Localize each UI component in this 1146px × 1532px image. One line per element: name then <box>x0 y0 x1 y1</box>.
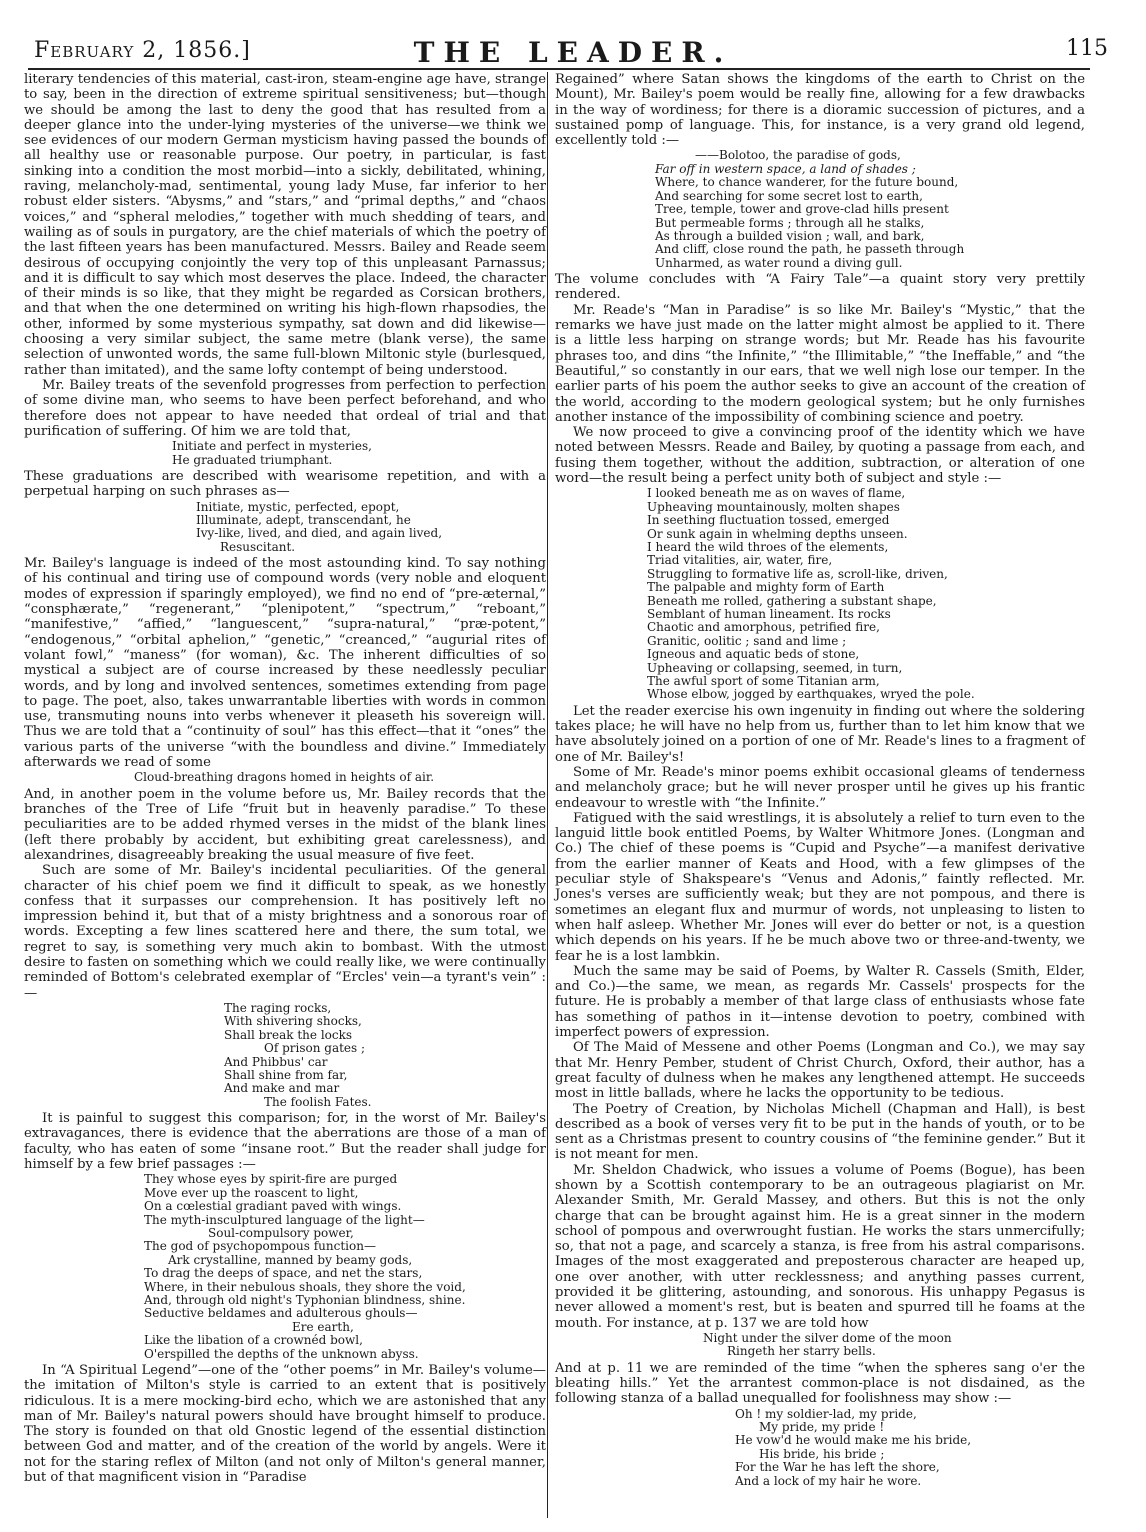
paragraph: Mr. Reade's “Man in Paradise” is so like Mr. Bailey's “Mystic,” that the remarks we have just made on the latter might almost be applied to it. There is a little less harping on strange words; but Mr. Reade has his favourite phrases too, and dins “the Infinite,” “the Illimitable,” “the Ineffable,” and “the Beautiful,” so constantly in our ears, that we well nigh lose our temper. In the earlier parts of his poem the author seeks to give an account of the creation of the world, according to the modern geological system; but he only furnishes another instance of the impossibility of combining science and poetry. <box>555 302 1085 425</box>
verse-line: Chaotic and amorphous, petrified fire, <box>647 620 880 635</box>
paragraph: Of The Maid of Messene and other Poems (Longman and Co.), we may say that Mr. Henry Pember, student of Christ Church, Oxford, their author, has a great faculty of dulness when he makes any lengthened attempt. He succeeds most in little ballads, where he lacks the opportunity to be tedious. <box>555 1040 1085 1102</box>
paragraph: literary tendencies of this material, cast-iron, steam-engine age have, strange to say, been in the direction of extreme spiritual sensitiveness; but—though we should be among the last to deny the good that has resulted from a deeper glance into the under-lying mysteries of the universe—we think we see evidences of our modern German mysticism having passed the bounds of all healthy use or reasonable purpose. Our poetry, in particular, is fast sinking into a condition the most morbid—into a sickly, debilitated, whining, raving, melancholy-mad, sentimental, young lady Muse, far inferior to her robust elder sisters. “Abysms,” and “stars,” and “primal depths,” and “chaos voices,” and “spheral melodies,” together with much shedding of tears, and wailing as of souls in purgatory, are the chief materials of which the poetry of the last fifteen years has been manufactured. Messrs. Bailey and Reade seem desirous of occupying conjointly the very top of this unpleasant Parnassus; and it is difficult to say which most deserves the place. Indeed, the character of their minds is so like, that they might be regarded as Corsican brothers, and that when the one determined on writing his high-flown rhapsodies, the other, informed by some mysterious sympathy, sat down and did likewise—choosing a very similar subject, the same metre (blank verse), the same selection of unwonted words, the same full-blown Miltonic style (burlesqued, rather than imitated), and the same lofty contempt of being understood. <box>24 72 546 378</box>
verse-line: And searching for some secret lost to earth, <box>655 188 923 203</box>
paragraph: The volume concludes with “A Fairy Tale”—a quaint story very prettily rendered. <box>555 272 1085 303</box>
verse-line: Move ever up the roascent to light, <box>144 1185 359 1200</box>
paragraph: Much the same may be said of Poems, by Walter R. Cassels (Smith, Elder, and Co.)—the same, we mean, as regards Mr. Cassels' prospects for the future. He is probably a member of that large class of enthusiasts whose fate has something of pathos in it—intense devotion to poetry, combined with imperfect powers of expression. <box>555 963 1085 1041</box>
verse-line: And cliff, close round the path, he passeth through <box>655 242 965 257</box>
verse-line: Shall break the locks <box>224 1027 353 1042</box>
column-divider <box>547 72 548 1518</box>
verse-line: Whose elbow, jogged by earthquakes, wryed the pole. <box>647 687 975 702</box>
verse-line: The palpable and mighty form of Earth <box>647 580 885 595</box>
newspaper-title: THE LEADER. <box>413 36 733 69</box>
verse-line: They whose eyes by spirit-fire are purged <box>144 1172 398 1187</box>
left-column <box>24 72 546 1485</box>
verse-line: Seductive beldames and adulterous ghouls— <box>144 1306 418 1321</box>
verse-line: I heard the wild throes of the elements, <box>647 539 889 554</box>
masthead-rule <box>28 68 1090 70</box>
verse-quote <box>24 440 546 467</box>
verse-line: Night under the silver dome of the moon <box>703 1330 952 1345</box>
verse-line: To drag the deeps of space, and net the stars, <box>144 1266 423 1281</box>
verse-line: Unharmed, as water round a diving gull. <box>655 255 903 270</box>
verse-line: And, through old night's Typhonian blindness, shine. <box>144 1292 466 1307</box>
paragraph: It is painful to suggest this comparison; for, in the worst of Mr. Bailey's extravagances, there is evidence that the aberrations are those of a man of faculty, who has eaten of some “insane root.” But the reader shall judge for himself by a few brief passages :— <box>24 1111 546 1173</box>
verse-line: On a cœlestial gradiant paved with wings. <box>144 1199 402 1214</box>
paragraph: Let the reader exercise his own ingenuity in finding out where the soldering takes place; he will have no help from us, further than to let him know that we have absolutely joined on a portion of one of Mr. Reade's lines to a fragment of one of Mr. Bailey's! <box>555 703 1085 765</box>
verse-line: O'erspilled the depths of the unknown abyss. <box>144 1346 419 1361</box>
verse-line: Granitic, oolitic ; sand and lime ; <box>647 633 847 648</box>
verse-quote <box>24 771 546 784</box>
verse-line: Ringeth her starry bells. <box>727 1344 876 1359</box>
paragraph: These graduations are described with wearisome repetition, and with a perpetual harping on such phrases as— <box>24 468 546 500</box>
page-number: 115 <box>1066 36 1108 61</box>
verse-line: Where, to chance wanderer, for the future bound, <box>655 175 959 190</box>
verse-line: Of prison gates ; <box>264 1041 366 1056</box>
verse-line: Triad vitalities, air, water, fire, <box>647 553 833 568</box>
verse-line: Shall shine from far, <box>224 1067 348 1082</box>
verse-line: Like the libation of a crownéd bowl, <box>144 1333 363 1348</box>
verse-line: He vow'd he would make me his bride, <box>735 1433 972 1448</box>
verse-line: Struggling to formative life as, scroll-like, driven, <box>647 566 948 581</box>
verse-line: Illuminate, adept, transcendant, he <box>196 512 411 527</box>
verse-line: I looked beneath me as on waves of flame, <box>647 486 906 501</box>
verse-quote <box>555 1408 1085 1488</box>
verse-line: Cloud-breathing dragons homed in heights of air. <box>134 770 435 785</box>
paragraph: Mr. Sheldon Chadwick, who issues a volume of Poems (Bogue), has been shown by a Scottish contemporary to be an outrageous plagiarist on Mr. Alexander Smith, Mr. Gerald Massey, and others. But this is not the only charge that can be brought against him. He is a great sinner in the modern school of pompous and overwrought fustian. He works the stars unmercifully; so, that not a page, and scarcely a stanza, is free from his astral comparisons. Images of the most exaggerated and preposterous character are heaped up, one over another, with utter recklessness; and anything passes current, provided it be glittering, astounding, and sonorous. His unhappy Pegasus is never allowed a moment's rest, but is beaten and spurred till he foams at the mouth. For instance, at p. 137 we are told how <box>555 1162 1085 1331</box>
right-column <box>555 72 1085 1490</box>
verse-quote <box>555 1332 1085 1359</box>
verse-line: For the War he has left the shore, <box>735 1460 940 1475</box>
verse-line: But permeable forms ; through all he stalks, <box>655 215 925 230</box>
verse-line: Tree, temple, tower and grove-clad hills present <box>655 202 949 217</box>
verse-line: The raging rocks, <box>224 1000 332 1015</box>
verse-line: Ere earth, <box>292 1319 354 1334</box>
verse-line: Resuscitant. <box>220 539 296 554</box>
verse-line: Igneous and aquatic beds of stone, <box>647 647 860 662</box>
verse-line: The foolish Fates. <box>264 1094 372 1109</box>
verse-line: Ark crystalline, manned by beamy gods, <box>168 1252 413 1267</box>
verse-line: Or sunk again in whelming depths unseen. <box>647 526 908 541</box>
paragraph: We now proceed to give a convincing proof of the identity which we have noted between Messrs. Reade and Bailey, by quoting a passage from each, and fusing them together, without the addition, subtraction, or alteration of one word—the result being a perfect unity both of subject and style :— <box>555 425 1085 486</box>
verse-line: His bride, his bride ; <box>759 1446 885 1461</box>
paragraph: And at p. 11 we are reminded of the time “when the spheres sang o'er the bleating hills.” Yet the arrantest common-place is not disdained, as the following stanza of a ballad unequalled for foolishness may show :— <box>555 1360 1085 1407</box>
verse-quote <box>24 1002 546 1109</box>
paragraph: And, in another poem in the volume before us, Mr. Bailey records that the branches of the Tree of Life “fruit but in heavenly paradise.” To these peculiarities are to be added rhymed verses in the midst of the blank lines (left there probably by accident, but exhibiting great carelessness), and alexandrines, disagreeably breaking the usual measure of five feet. <box>24 786 546 863</box>
verse-quote <box>555 149 1085 270</box>
verse-line: The awful sport of some Titanian arm, <box>647 673 880 688</box>
verse-line: He graduated triumphant. <box>172 452 333 467</box>
verse-line: Initiate, mystic, perfected, epopt, <box>196 499 400 514</box>
paragraph: Mr. Bailey treats of the sevenfold progresses from perfection to perfection of some divine man, who seems to have been perfect beforehand, and who therefore does not appear to have needed that ordeal of trial and that purification of suffering. Of him we are told that, <box>24 377 546 439</box>
masthead <box>28 32 1118 72</box>
paragraph: Such are some of Mr. Bailey's incidental peculiarities. Of the general character of his chief poem we find it difficult to speak, as we honestly confess that it surpasses our comprehension. It has positively left no impression behind it, but that of a misty brightness and a sonorous roar of words. Excepting a few lines scattered here and there, the sum total, we regret to say, is something very much akin to bombast. With the utmost desire to fasten on something which we could really like, we were continually reminded of Bottom's celebrated exemplar of “Ercles' vein—a tyrant's vein” :— <box>24 863 546 1001</box>
verse-line: Far off in western space, a land of shades ; <box>655 161 916 176</box>
verse-line: As through a builded vision ; wall, and bark, <box>655 228 925 243</box>
paragraph: Regained” where Satan shows the kingdoms of the earth to Christ on the Mount), Mr. Bailey's poem would be really fine, allowing for a few drawbacks in the way of wordiness; for there is a dioramic succession of pictures, and a sustained pomp of language. This, for instance, is a very grand old legend, excellently told :— <box>555 72 1085 149</box>
verse-line: Initiate and perfect in mysteries, <box>172 439 372 454</box>
issue-date: February 2, 1856.] <box>34 38 251 63</box>
verse-line: Soul-compulsory power, <box>208 1225 354 1240</box>
verse-line: The god of psychopompous function— <box>144 1239 376 1254</box>
verse-line: Upheaving mountainously, molten shapes <box>647 499 900 514</box>
verse-line: The myth-insculptured language of the light— <box>144 1212 425 1227</box>
paragraph: In “A Spiritual Legend”—one of the “other poems” in Mr. Bailey's volume—the imitation of Milton's style is carried to an extent that is positively ridiculous. It is a mere mocking-bird echo, which we are astonished that any man of Mr. Bailey's natural powers should have brought himself to produce. The story is founded on that old Gnostic legend of the essential distinction between God and matter, and of the creation of the world by angels. Were it not for the staring reflex of Milton (and not only of Milton's general manner, but of that magnificent vision in “Paradise <box>24 1363 546 1486</box>
verse-quote <box>24 501 546 555</box>
verse-line: Where, in their nebulous shoals, they shore the void, <box>144 1279 466 1294</box>
verse-line: And Phibbus' car <box>224 1054 328 1069</box>
verse-line: Ivy-like, lived, and died, and again lived, <box>196 526 443 541</box>
paragraph: The Poetry of Creation, by Nicholas Michell (Chapman and Hall), is best described as a book of verses very fit to be put in the hands of youth, or to be sent as a Christmas present to country cousins of “the feminine gender.” But it is not meant for men. <box>555 1101 1085 1163</box>
paragraph: Fatigued with the said wrestlings, it is absolutely a relief to turn even to the languid little book entitled Poems, by Walter Whitmore Jones. (Longman and Co.) The chief of these poems is “Cupid and Psyche”—a manifest derivative from the earlier manner of Keats and Hood, with a few glimpses of the peculiar style of Shakspeare's “Venus and Adonis,” faintly reflected. Mr. Jones's verses are sufficiently weak; but they are not pompous, and there is sometimes an elegant flux and murmur of words, not unpleasing to listen to when half asleep. Whether Mr. Jones will ever do better or not, is a question which depends on his years. If he be much above two or three-and-twenty, we fear he is a lost lambkin. <box>555 810 1085 964</box>
verse-line: My pride, my pride ! <box>759 1420 885 1435</box>
paragraph: Mr. Bailey's language is indeed of the most astounding kind. To say nothing of his continual and tiring use of compound words (very noble and eloquent modes of expression if sparingly employed), we find no end of “pre-æternal,” “consphærate,” “regenerant,” “plenipotent,” “spectrum,” “reboant,” “manifestive,” “affied,” “languescent,” “supra-natural,” “præ-potent,” “endogenous,” “orbital aphelion,” “genetic,” “creanced,” “augurial rites of volant fowl,” “maness” (for woman), &c. The inherent difficulties of so mystical a subject are of course increased by these needlessly peculiar words, and by long and involved sentences, sometimes extending from page to page. The poet, also, takes unwarrantable liberties with words in common use, transmuting nouns into verbs whenever it pleaseth his sovereign will. Thus we are told that a “continuity of soul” has this effect—that it “ones” the various parts of the universe “with the boundless and divine.” Immediately afterwards we read of some <box>24 556 546 771</box>
verse-line: Upheaving or collapsing, seemed, in turn, <box>647 660 903 675</box>
verse-line: ——Bolotoo, the paradise of gods, <box>695 148 901 163</box>
verse-quote <box>555 487 1085 702</box>
verse-line: And make and mar <box>224 1081 340 1096</box>
verse-line: Semblant of human lineament. Its rocks <box>647 606 891 621</box>
verse-quote <box>24 1173 546 1361</box>
verse-line: With shivering shocks, <box>224 1014 362 1029</box>
verse-line: And a lock of my hair he wore. <box>735 1473 922 1488</box>
verse-line: In seething fluctuation tossed, emerged <box>647 513 890 528</box>
verse-line: Beneath me rolled, gathering a substant shape, <box>647 593 937 608</box>
paragraph: Some of Mr. Reade's minor poems exhibit occasional gleams of tenderness and melancholy grace; but he will never prosper until he gives up his frantic endeavour to wrestle with “the Infinite.” <box>555 764 1085 811</box>
verse-line: Oh ! my soldier-lad, my pride, <box>735 1406 917 1421</box>
